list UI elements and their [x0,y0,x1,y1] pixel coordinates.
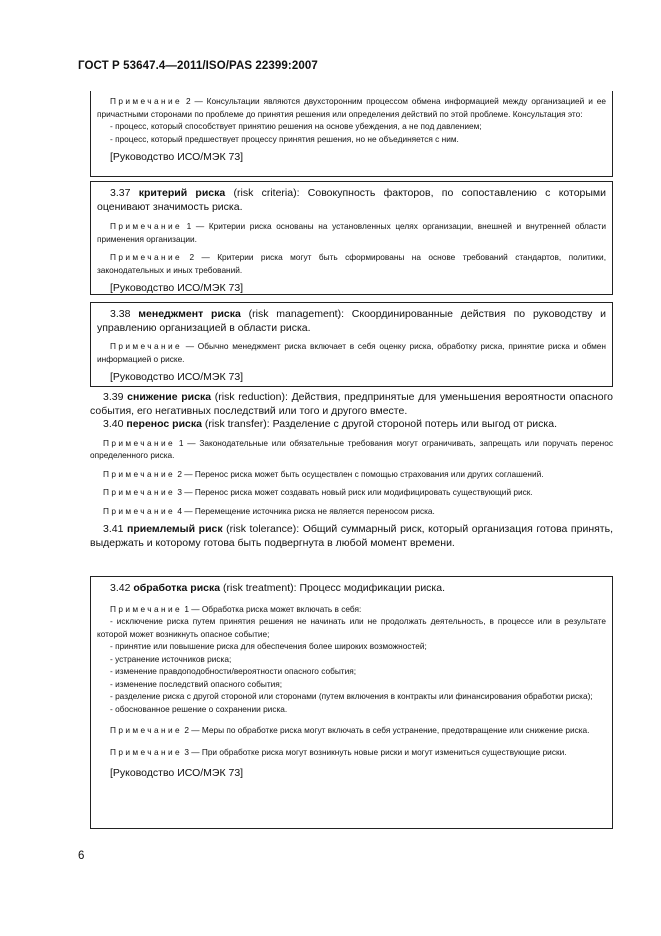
note-1: Примечание 1 — Критерии риска основаны на установленных целях организации, внешней и внутренней области применения организации. [97,221,606,244]
term-box-consultation [90,91,613,177]
source-reference: [Руководство ИСО/МЭК 73] [110,282,244,294]
list-item: - изменение последствий опасного события; [110,678,283,689]
list-item: - разделение риска с другой стороной или сторонами (путем включения в контракты или финансирования обработки риска); [110,691,593,701]
source-reference: [Руководство ИСО/МЭК 73] [110,151,244,163]
term-definition-3-40: 3.40 перенос риска (risk transfer): Разделение с другой стороной потерь или выгод от риска. [103,418,557,430]
page-number: 6 [78,850,85,862]
term-title: снижение риска [127,391,212,403]
note-2: Примечание 2 — Критерии риска могут быть сформированы на основе требований стандартов, политики, законодательных и иных требований. [97,252,606,275]
term-title: приемлемый риск [127,523,223,535]
document-header: ГОСТ Р 53647.4—2011/ISO/PAS 22399:2007 [78,60,318,72]
term-title: перенос риска [126,418,202,430]
note-3: Примечание 3 — При обработке риска могут возникнуть новые риски и могут измениться существующие риски. [110,746,567,757]
note: Примечание — Обычно менеджмент риска включает в себя оценку риска, обработку риска, принятие риска и обмен информацией о риске. [97,341,606,364]
term-definition-3-41: 3.41 приемлемый риск (risk tolerance): Общий суммарный риск, который организация готова принять, выдержать и которому готова быть подвергнута в любой момент времени. [90,523,613,549]
term-definition: 3.42 обработка риска (risk treatment): Процесс модификации риска. [110,582,446,594]
note-1: Примечание 1 — Законодательные или обязательные требования могут ограничивать, запрещать или поручать перенос определенного риска. [90,437,613,460]
note-1: Примечание 1 — Обработка риска может включать в себя: [110,603,362,614]
term-box-3-38 [90,302,613,387]
note-2: Примечание 2 — Перенос риска может быть осуществлен с помощью страхования или других соглашений. [103,468,544,479]
source-reference: [Руководство ИСО/МЭК 73] [110,767,244,779]
term-title: менеджмент риска [138,308,241,320]
note-2: Примечание 2 — Консультации являются двухсторонним процессом обмена информацией между организацией и ее причастными сторонами по проблеме до принятия решения или определения действий по этой проблеме. Консультация это: [97,96,606,119]
list-item: - обоснованное решение о сохранении риска. [110,703,288,714]
term-definition-3-39: 3.39 снижение риска (risk reduction): Действия, предпринятые для уменьшения вероятности опасного события, его негативных последствий или того и другого вместе. [90,391,614,417]
list-item: - процесс, который предшествует процессу принятия решения, но не объединяется с ним. [110,133,459,144]
term-definition: 3.38 менеджмент риска (risk management): Скоординированные действия по руководству и управлению организацией в области риска. [97,308,606,334]
note-4: Примечание 4 — Перемещение источника риска не является переносом риска. [103,505,435,516]
list-item: - исключение риска путем принятия решения не начинать или не продолжать деятельность, в процессе или в результате которой может возникнуть опасное событие; [97,616,606,639]
term-title: критерий риска [138,187,226,199]
list-item: - устранение источников риска; [110,653,232,664]
term-box-3-37 [90,181,613,295]
note-2: Примечание 2 — Меры по обработке риска могут включать в себя устранение, предотвращение или снижение риска. [110,725,590,735]
term-definition: 3.37 критерий риска (risk criteria): Совокупность факторов, по сопоставлению с которыми оценивают значимость риска. [97,187,607,213]
source-reference: [Руководство ИСО/МЭК 73] [110,371,244,383]
list-item: - изменение правдоподобности/вероятности опасного события; [110,666,357,676]
term-title: обработка риска [133,582,221,594]
list-item: - принятие или повышение риска для обеспечения более широких возможностей; [110,641,427,651]
term-block-3-39-3-40 [90,391,613,550]
term-box-3-42 [90,576,613,829]
note-3: Примечание 3 — Перенос риска может создавать новый риск или модифицировать существующий риск. [103,487,533,497]
list-item: - процесс, который способствует принятию решения на основе убеждения, а не под давлением; [110,121,482,131]
